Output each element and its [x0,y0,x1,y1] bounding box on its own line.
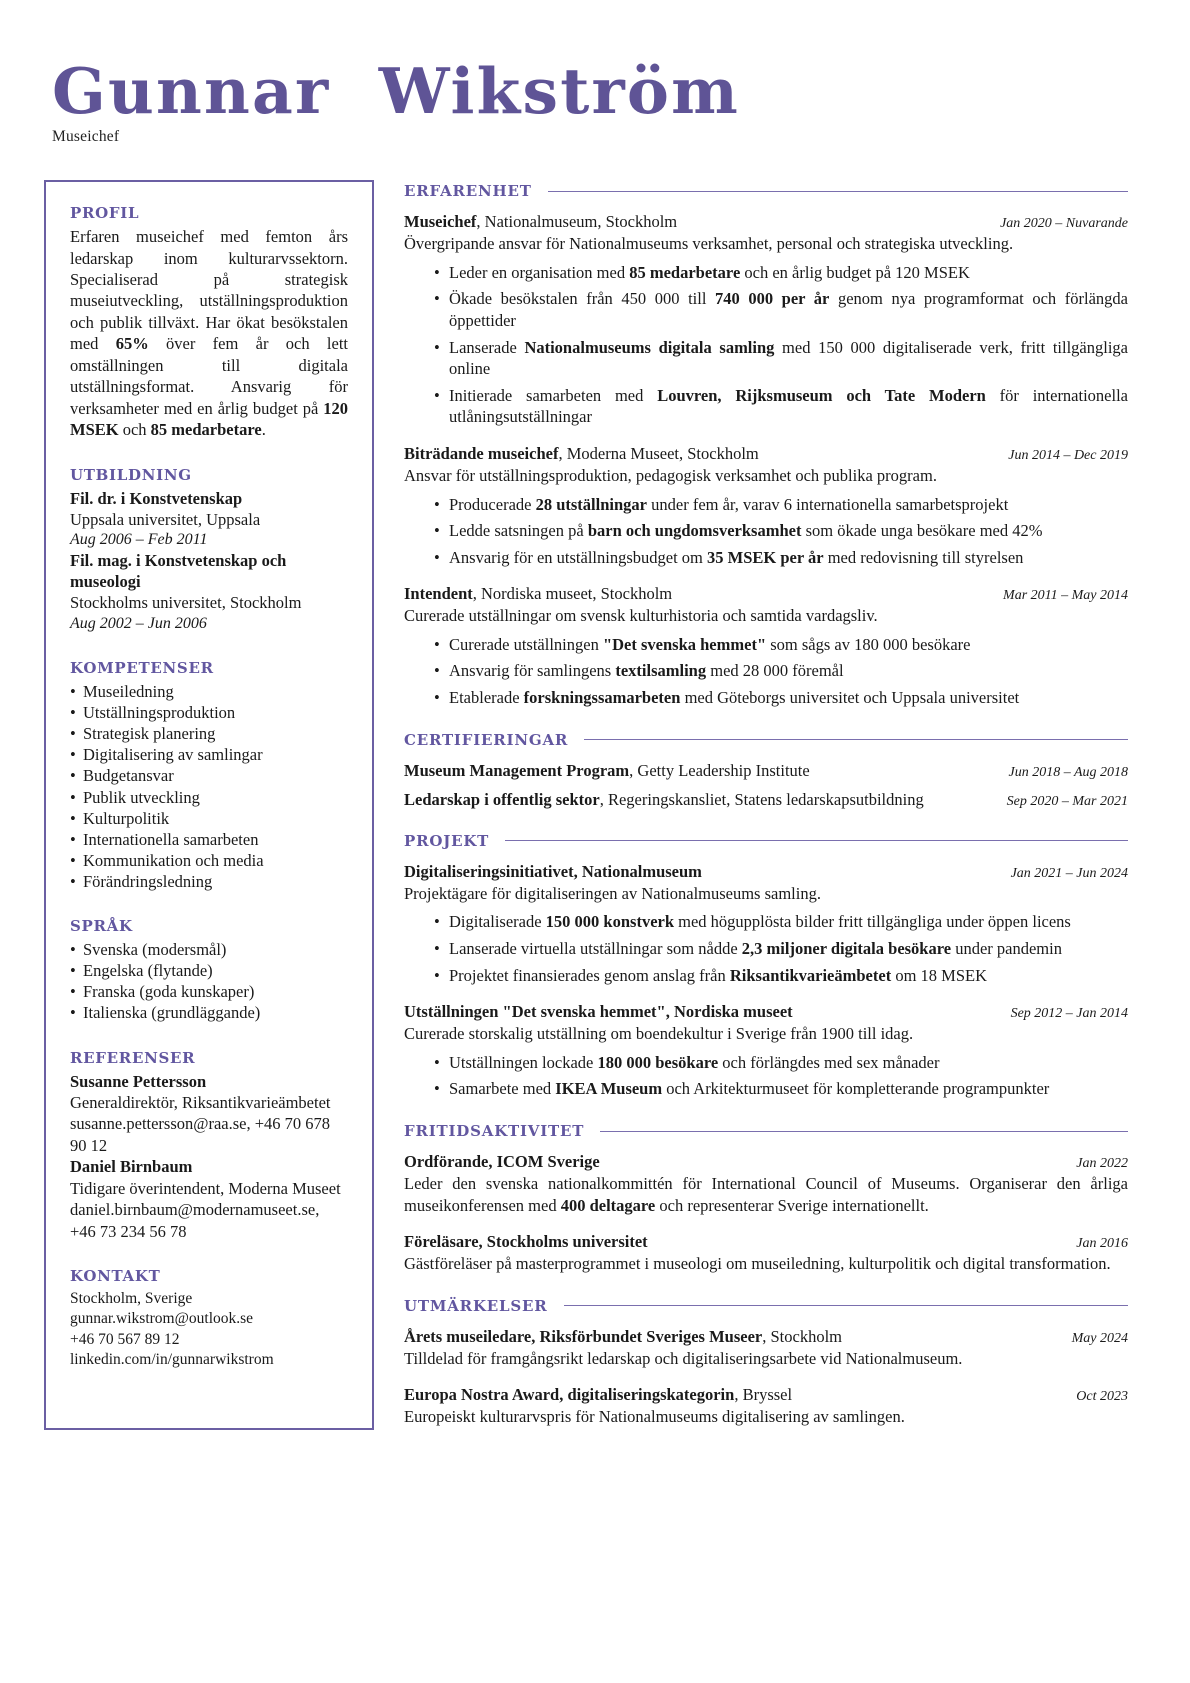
reference-role: Tidigare överintendent, Moderna Museet [70,1178,341,1198]
reference-role: Generaldirektör, Riksantikvarieämbetet [70,1092,331,1112]
section-erfarenhet [404,182,1128,709]
entry-header [404,583,1128,604]
sidebar-section-kompetenser [70,659,348,892]
entry-date: Jan 2021 – Jun 2024 [1010,865,1128,881]
entry-bullet: • Initierade samarbeten med Louvren, Rijksmuseum och Tate Modern för internationella utlåningsutställningar [434,385,1128,428]
entry [404,1384,1128,1428]
entry-header [404,1231,1128,1252]
entry-date: May 2024 [1071,1330,1128,1346]
entry-date: Jun 2018 – Aug 2018 [1008,764,1128,780]
skill-item: • Budgetansvar [70,765,348,786]
skill-item: • Kommunikation och media [70,850,348,871]
section-title-utmarkelser: UTMÄRKELSER [404,1296,548,1315]
entry-bullet: • Etablerade forskningssamarbeten med Göteborgs universitet och Uppsala universitet [434,687,1128,709]
section-title-projekt: PROJEKT [404,831,490,850]
skill-item: • Publik utveckling [70,787,348,808]
profile-text: Erfaren museichef med femton års ledarskap inom kulturarvssektorn. Specialiserad på strategisk museiutveckling, utställningsproduktion och publik tillväxt. Har ökat besökstalen med 65% över fem år och lett omställningen till digitala utställningsformat. Ansvarig för verksamheter med en årlig budget på 120 MSEK och 85 medarbetare. [70,227,348,440]
entry-title: Årets museiledare, Riksförbundet Sveriges Museer, Stockholm [404,1326,842,1346]
section-head-fritidsaktivitet [404,1122,1128,1140]
section-title-certifieringar: CERTIFIERINGAR [404,730,569,749]
entry-title: Museum Management Program, Getty Leadership Institute [404,760,810,780]
entry-date: Jan 2022 [1076,1156,1128,1172]
entry-bullet: • Curerade utställningen "Det svenska hemmet" som sågs av 180 000 besökare [434,634,1128,656]
entry [404,1231,1128,1275]
section-rule [584,739,1128,740]
education-institution: Uppsala universitet, Uppsala [70,509,261,529]
entry-bullet: • Ansvarig för en utställningsbudget om 35 MSEK per år med redovisning till styrelsen [434,547,1128,569]
section-utmarkelser [404,1297,1128,1428]
entry-bullet: • Ansvarig för samlingens textilsamling med 28 000 föremål [434,660,1128,682]
entry-header [404,1001,1128,1022]
sidebar-heading-kontakt: KONTAKT [70,1267,161,1286]
section-title-fritidsaktivitet: FRITIDSAKTIVITET [404,1122,585,1141]
entry-date: Jun 2014 – Dec 2019 [1008,447,1128,463]
education-degree: Fil. dr. i Konstvetenskap [70,488,243,508]
entry-header [404,1151,1128,1172]
reference-name: Susanne Pettersson [70,1071,207,1091]
entry-title: Utställningen "Det svenska hemmet", Nordiska museet [404,1002,793,1022]
entry-bullet: • Projektet finansierades genom anslag från Riksantikvarieämbetet om 18 MSEK [434,965,1128,987]
contact-line[interactable]: Stockholm, Sverige [70,1290,193,1308]
education-date: Aug 2002 – Jun 2006 [70,614,207,632]
entry [404,1001,1128,1100]
candidate-name: Gunnar Wikström [52,54,740,128]
certification-entries [404,760,1128,810]
entry [404,1151,1128,1216]
cv-columns [44,180,1128,1450]
entry-header [404,789,1128,810]
entry-header [404,1326,1128,1347]
entry-bullet: • Producerade 28 utställningar under fem år, varav 6 internationella samarbetsprojekt [434,494,1128,516]
sidebar-section-kontakt [70,1267,348,1371]
entry-title: Museichef, Nationalmuseum, Stockholm [404,212,678,232]
reference-item [70,1156,348,1242]
entry [404,861,1128,986]
entry-summary: Curerade storskalig utställning om boendekultur i Sverige från 1900 till idag. [404,1024,914,1044]
sidebar-heading-profil: PROFIL [70,204,140,223]
entry-title: Biträdande museichef, Moderna Museet, Stockholm [404,443,759,463]
skill-item: • Strategisk planering [70,723,348,744]
references-list [70,1071,348,1243]
skill-item: • Museiledning [70,681,348,702]
entry-bullet: • Samarbete med IKEA Museum och Arkitekturmuseet för kompletterande programpunkter [434,1078,1128,1100]
entry-title: Ordförande, ICOM Sverige [404,1152,600,1172]
entry-bullet: • Lanserade virtuella utställningar som nådde 2,3 miljoner digitala besökare under pandemin [434,938,1128,960]
section-rule [505,840,1128,841]
education-degree: Fil. mag. i Konstvetenskap och museologi [70,551,287,592]
skill-item: • Digitalisering av samlingar [70,744,348,765]
language-item: • Franska (goda kunskaper) [70,981,348,1002]
skill-item: • Kulturpolitik [70,808,348,829]
entry-bullet: • Ökade besökstalen från 450 000 till 740 000 per år genom nya programformat och förlängda öppettider [434,288,1128,331]
entry [404,760,1128,781]
section-head-utmarkelser [404,1297,1128,1315]
sidebar-heading-sprak: SPRÅK [70,917,133,936]
languages-list [70,939,348,1023]
sidebar-heading-referenser: REFERENSER [70,1048,196,1067]
project-entries [404,861,1128,1100]
entry-bullet: • Digitaliserade 150 000 konstverk med högupplösta bilder fritt tillgängliga under öppen licens [434,911,1128,933]
entry [404,583,1128,708]
entry [404,211,1128,428]
entry-date: Sep 2020 – Mar 2021 [1006,793,1128,809]
entry-bullets [404,634,1128,709]
section-rule [548,191,1128,192]
entry-bullets [404,262,1128,428]
entry-title: Europa Nostra Award, digitaliseringskategorin, Bryssel [404,1385,793,1405]
entry-header [404,1384,1128,1405]
section-head-projekt [404,832,1128,850]
entry-summary: Leder den svenska nationalkommittén för International Council of Museums. Organiserar den årliga museikonferensen med 400 deltagare och representerar Sverige internationellt. [404,1174,1128,1215]
entry-bullets [404,911,1128,986]
entry-header [404,861,1128,882]
activity-entries [404,1151,1128,1275]
entry-header [404,760,1128,781]
entry-bullet: • Ledde satsningen på barn och ungdomsverksamhet som ökade unga besökare med 42% [434,520,1128,542]
entry-summary: Europeiskt kulturarvspris för Nationalmuseums digitalisering av samlingen. [404,1407,905,1427]
section-certifieringar [404,731,1128,810]
sidebar-section-sprak [70,917,348,1023]
sidebar-section-utbildning [70,466,348,634]
contact-line[interactable]: gunnar.wikstrom@outlook.se [70,1310,254,1328]
contact-line[interactable]: +46 70 567 89 12 [70,1330,180,1348]
education-item [70,488,348,551]
education-institution: Stockholms universitet, Stockholm [70,593,302,613]
entry-bullet: • Utställningen lockade 180 000 besökare och förlängdes med sex månader [434,1052,1128,1074]
entry-date: Mar 2011 – May 2014 [1003,588,1128,604]
sidebar-heading-kompetenser: KOMPETENSER [70,659,214,677]
cv-header [44,54,1128,146]
section-title-erfarenhet: ERFARENHET [404,182,532,201]
reference-contact[interactable]: susanne.pettersson@raa.se, +46 70 678 90 12 [70,1114,331,1155]
contact-line[interactable]: linkedin.com/in/gunnarwikstrom [70,1351,274,1369]
entry-summary: Projektägare för digitaliseringen av Nationalmuseums samling. [404,884,821,904]
reference-contact[interactable]: daniel.birnbaum@modernamuseet.se, +46 73 234 56 78 [70,1200,320,1241]
education-date: Aug 2006 – Feb 2011 [70,530,208,548]
main-content [404,180,1128,1450]
entry-bullets [404,494,1128,569]
entry-title: Intendent, Nordiska museet, Stockholm [404,584,673,604]
education-list [70,488,348,634]
skill-item: • Internationella samarbeten [70,829,348,850]
sidebar-heading-utbildning: UTBILDNING [70,465,192,484]
entry-header [404,443,1128,464]
entry-date: Oct 2023 [1076,1389,1128,1405]
entry-summary: Ansvar för utställningsproduktion, pedagogisk verksamhet och publika program. [404,466,937,486]
entry-bullet: • Leder en organisation med 85 medarbetare och en årlig budget på 120 MSEK [434,262,1128,284]
entry-header [404,211,1128,232]
sidebar-section-referenser [70,1049,348,1243]
section-projekt [404,832,1128,1100]
entry-bullets [404,1052,1128,1100]
entry-bullet: • Lanserade Nationalmuseums digitala samling med 150 000 digitaliserade verk, fritt tillgängliga online [434,337,1128,380]
sidebar [44,180,374,1430]
skill-item: • Utställningsproduktion [70,702,348,723]
section-head-erfarenhet [404,182,1128,200]
contact-list[interactable] [70,1289,348,1371]
entry-summary: Gästföreläser på masterprogrammet i museologi om museiledning, kulturpolitik och digital transformation. [404,1254,1111,1274]
sidebar-section-profil [70,204,348,440]
reference-item [70,1071,348,1157]
section-fritidsaktivitet [404,1122,1128,1275]
entry-title: Föreläsare, Stockholms universitet [404,1232,648,1252]
award-entries [404,1326,1128,1428]
section-rule [564,1305,1129,1306]
skills-list [70,681,348,892]
section-rule [600,1131,1128,1132]
entry-title: Digitaliseringsinitiativet, Nationalmuseum [404,861,702,881]
entry-summary: Övergripande ansvar för Nationalmuseums verksamhet, personal och strategiska utveckling. [404,234,1014,254]
entry-summary: Tilldelad för framgångsrikt ledarskap och digitaliseringsarbete vid Nationalmuseum. [404,1348,963,1368]
entry-date: Jan 2020 – Nuvarande [1000,216,1128,232]
entry-summary: Curerade utställningar om svensk kulturhistoria och samtida vardagsliv. [404,606,878,626]
candidate-job-title: Museichef [52,128,120,146]
section-head-certifieringar [404,731,1128,749]
skill-item: • Förändringsledning [70,871,348,892]
education-item [70,550,348,634]
entry [404,1326,1128,1370]
entry-date: Jan 2016 [1076,1236,1128,1252]
entry [404,789,1128,810]
entry [404,443,1128,568]
experience-entries [404,211,1128,709]
entry-title: Ledarskap i offentlig sektor, Regeringskansliet, Statens ledarskapsutbildning [404,789,924,809]
language-item: • Engelska (flytande) [70,960,348,981]
language-item: • Svenska (modersmål) [70,939,348,960]
reference-name: Daniel Birnbaum [70,1157,193,1177]
language-item: • Italienska (grundläggande) [70,1002,348,1023]
entry-date: Sep 2012 – Jan 2014 [1010,1006,1128,1022]
